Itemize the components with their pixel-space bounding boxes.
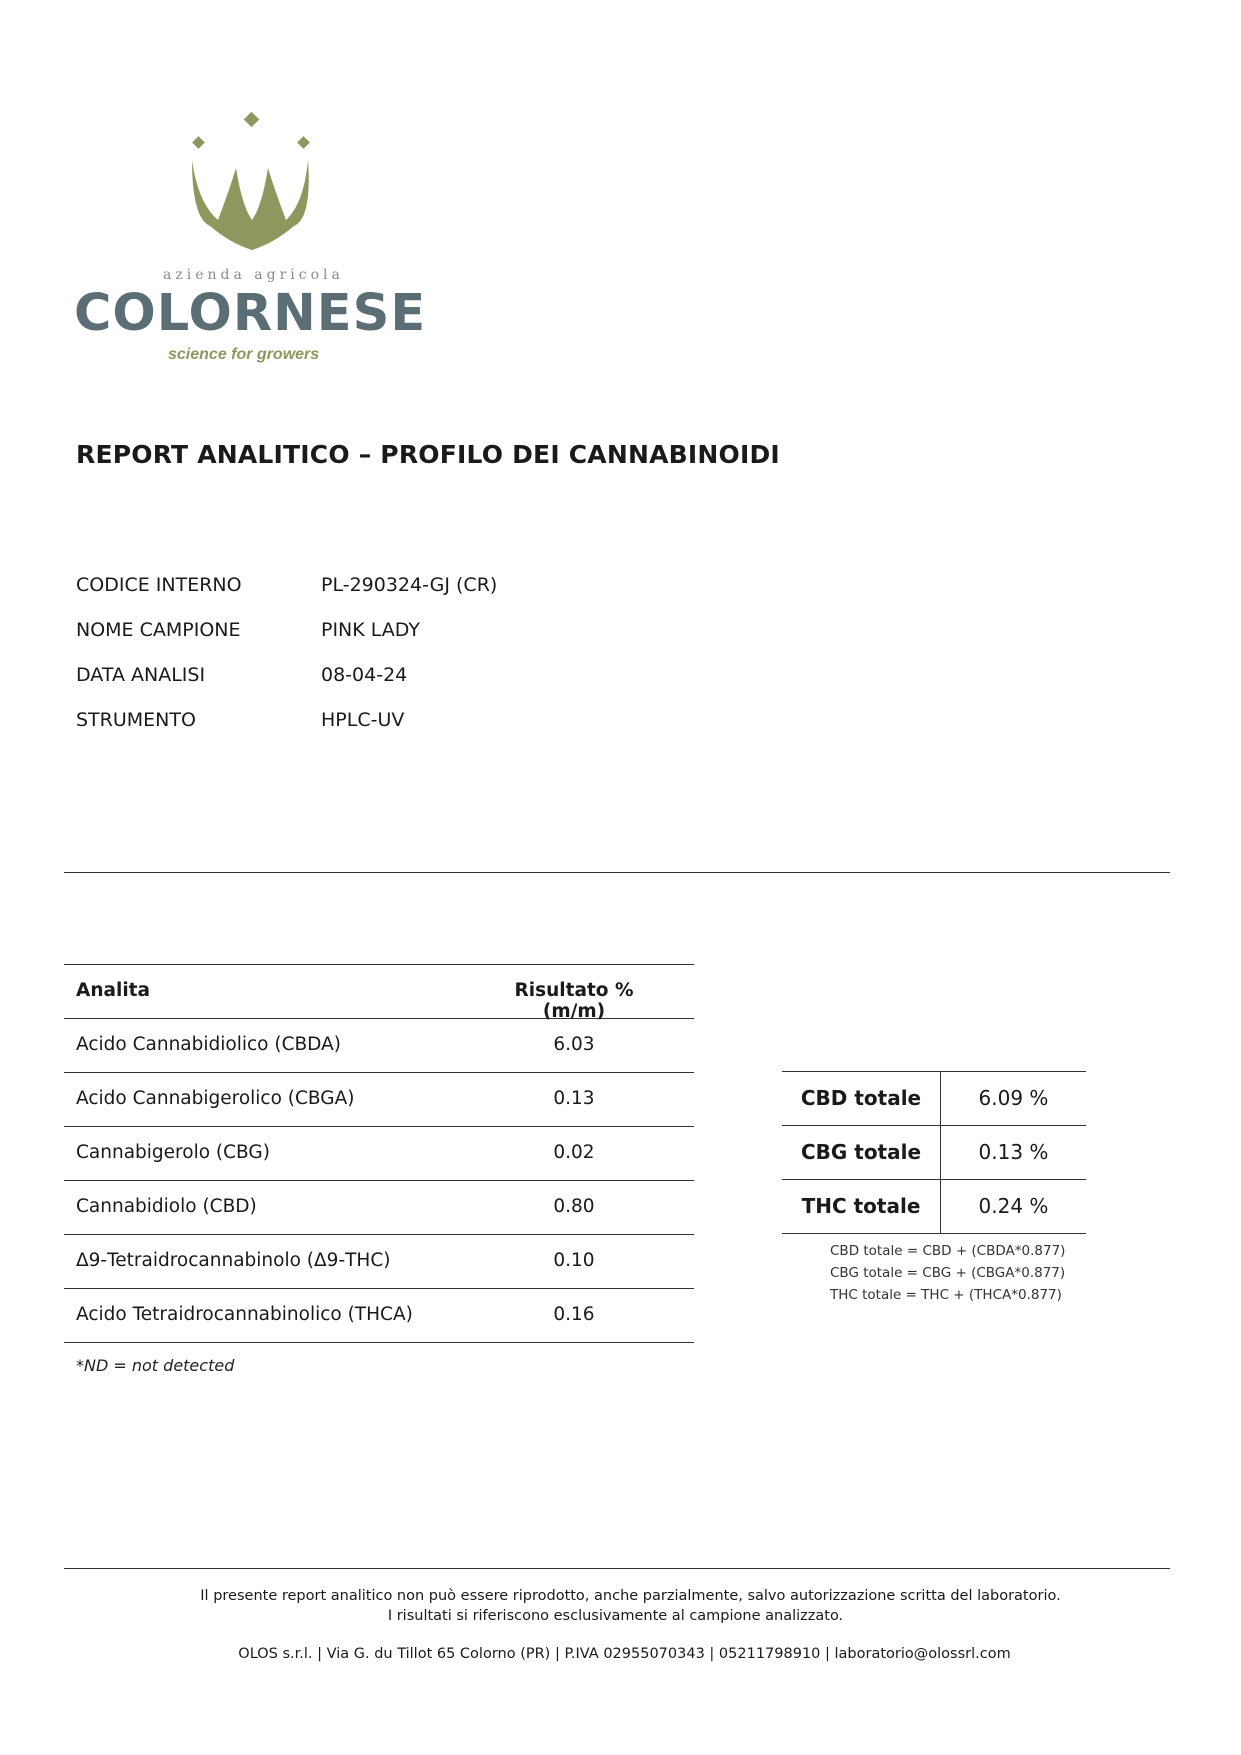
totals-label: CBG totale	[782, 1126, 941, 1179]
meta-value: 08-04-24	[321, 664, 408, 686]
table-row	[64, 1127, 694, 1181]
analyte-name: Acido Cannabigerolico (CBGA)	[76, 1088, 355, 1109]
table-row	[64, 1073, 694, 1127]
footer-disclaimer-2: I risultati si riferiscono esclusivamente al campione analizzato.	[387, 1608, 844, 1624]
meta-label: NOME CAMPIONE	[76, 619, 241, 641]
footer-disclaimer-1: Il presente report analitico non può essere riprodotto, anche parzialmente, salvo autorizzazione scritta del laboratorio.	[200, 1588, 1061, 1604]
logo-tagline-bottom: science for growers	[168, 346, 320, 363]
meta-value: PL-290324-GJ (CR)	[321, 574, 498, 596]
meta-row-strumento	[76, 709, 676, 735]
totals-row	[782, 1071, 1086, 1125]
analyte-name: Cannabigerolo (CBG)	[76, 1142, 270, 1163]
totals-label: CBD totale	[782, 1072, 941, 1125]
analyte-value: 0.80	[553, 1196, 595, 1217]
table-header-row	[64, 964, 694, 1022]
formula-cbg: CBG totale = CBG + (CBGA*0.877)	[830, 1265, 1066, 1281]
table-note: *ND = not detected	[76, 1356, 235, 1375]
analyte-name: Acido Tetraidrocannabinolico (THCA)	[76, 1304, 413, 1325]
meta-value: PINK LADY	[321, 619, 420, 641]
totals-table	[782, 1071, 1086, 1234]
table-row	[64, 1181, 694, 1235]
logo-emblem-icon	[170, 108, 340, 258]
table-row	[64, 1235, 694, 1289]
header-analyte: Analita	[76, 980, 150, 1001]
analyte-value: 0.10	[553, 1250, 595, 1271]
analyte-value: 0.16	[553, 1304, 595, 1325]
analyte-value: 0.02	[553, 1142, 595, 1163]
meta-value: HPLC-UV	[321, 709, 405, 731]
totals-value: 6.09 %	[978, 1086, 1049, 1110]
totals-row	[782, 1179, 1086, 1234]
logo-tagline-top: azienda agricola	[163, 267, 344, 283]
report-title: REPORT ANALITICO – PROFILO DEI CANNABINOIDI	[76, 440, 780, 469]
meta-label: CODICE INTERNO	[76, 574, 242, 596]
header-result: Risultato % (m/m)	[514, 980, 634, 1022]
results-table	[64, 964, 694, 1343]
totals-label: THC totale	[782, 1180, 941, 1233]
formula-cbd: CBD totale = CBD + (CBDA*0.877)	[830, 1243, 1066, 1259]
footer-contact: OLOS s.r.l. | Via G. du Tillot 65 Colorno (PR) | P.IVA 02955070343 | 05211798910 | laboratorio@olossrl.com	[238, 1646, 1011, 1662]
analyte-name: Cannabidiolo (CBD)	[76, 1196, 257, 1217]
meta-row-codice	[76, 574, 676, 600]
table-row	[64, 1289, 694, 1343]
logo-brand-name: COLORNESE	[74, 284, 427, 343]
analyte-name: Δ9-Tetraidrocannabinolo (Δ9-THC)	[76, 1250, 391, 1271]
footer-divider	[64, 1568, 1170, 1569]
analyte-value: 0.13	[553, 1088, 595, 1109]
totals-value: 0.13 %	[978, 1140, 1049, 1164]
formula-thc: THC totale = THC + (THCA*0.877)	[830, 1287, 1062, 1303]
table-row	[64, 1019, 694, 1073]
meta-label: STRUMENTO	[76, 709, 196, 731]
totals-row	[782, 1125, 1086, 1179]
totals-value: 0.24 %	[978, 1194, 1049, 1218]
analyte-value: 6.03	[553, 1034, 595, 1055]
meta-row-data	[76, 664, 676, 690]
section-divider	[64, 872, 1170, 873]
meta-label: DATA ANALISI	[76, 664, 206, 686]
meta-row-nome	[76, 619, 676, 645]
analyte-name: Acido Cannabidiolico (CBDA)	[76, 1034, 341, 1055]
